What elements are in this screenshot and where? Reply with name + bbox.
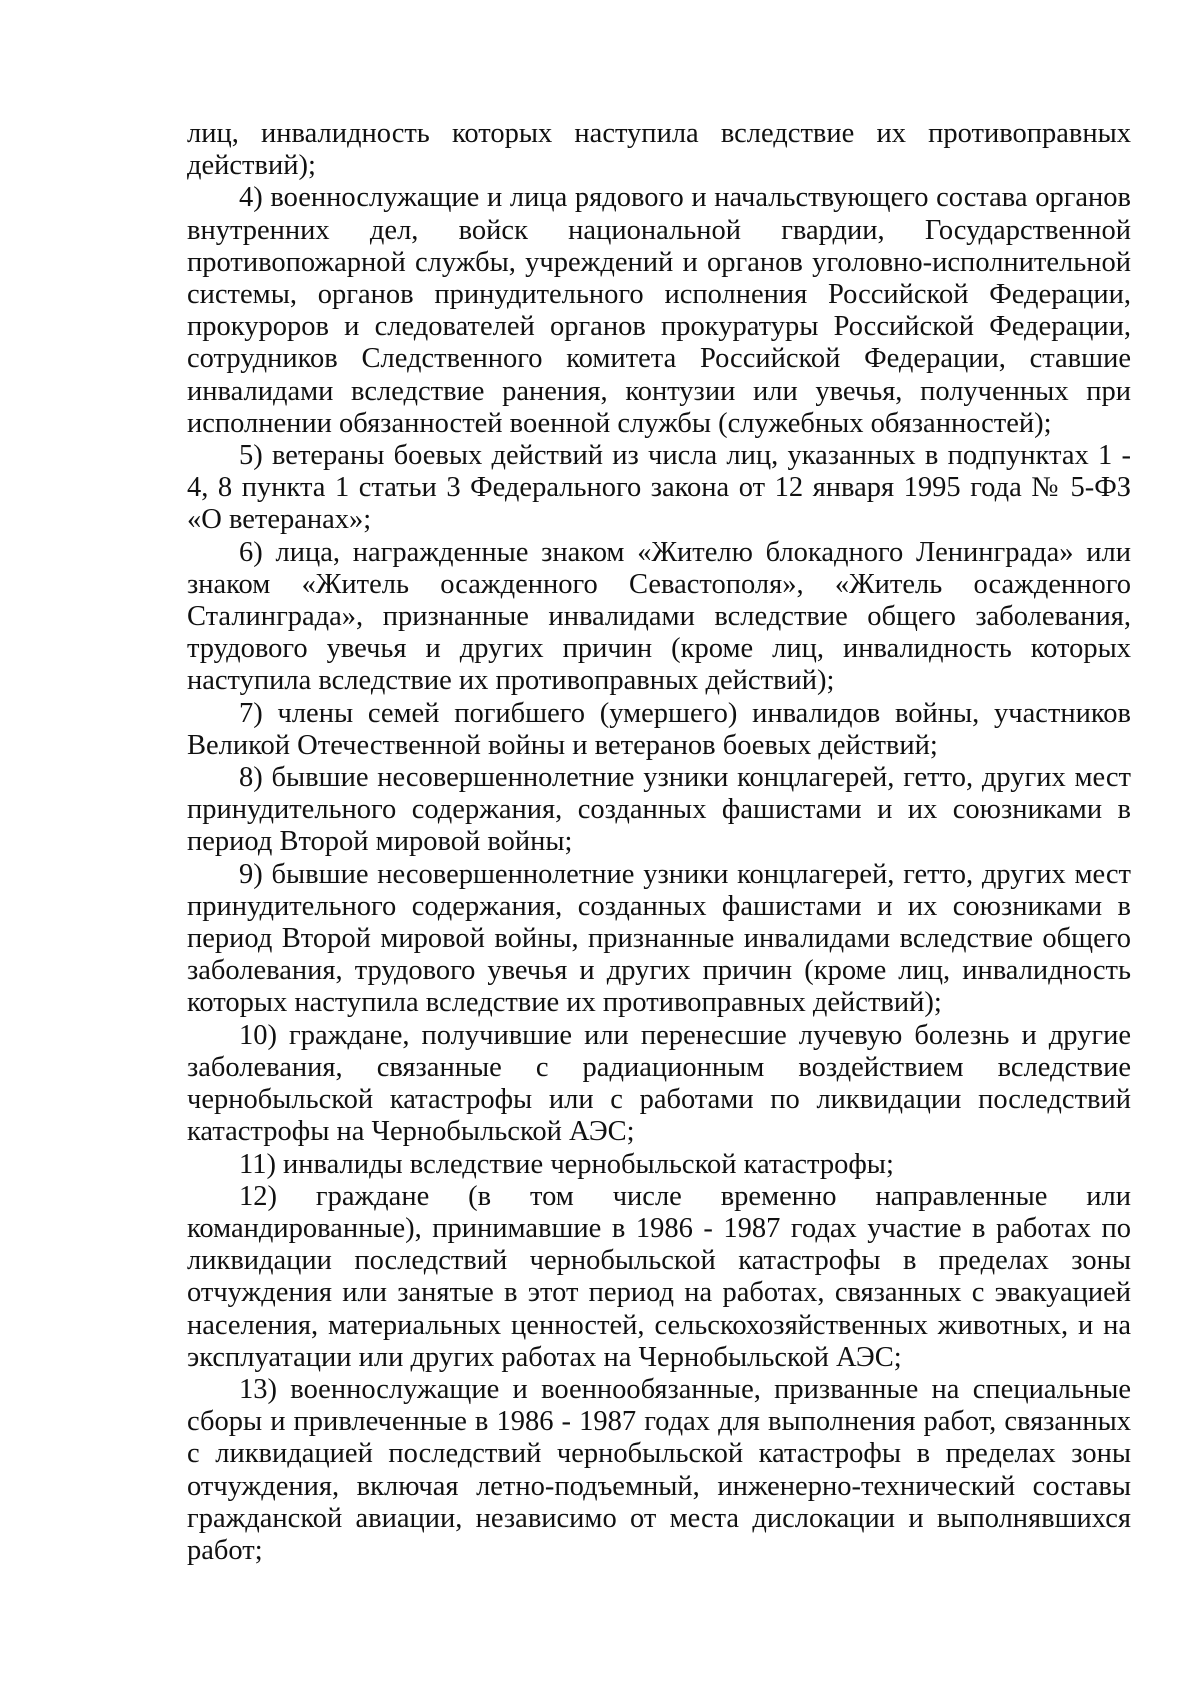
paragraph-item-11: 11) инвалиды вследствие чернобыльской катастрофы;: [239, 1148, 894, 1180]
paragraph-item-7: 7) члены семей погибшего (умершего) инвалидов войны, участников Великой Отечественной войны и ветеранов боевых действий;: [187, 697, 1131, 761]
paragraph-item-4: 4) военнослужащие и лица рядового и начальствующего состава органов внутренних дел, войск национальной гвардии, Государственной противопожарной службы, учреждений и органов уголовно-исполнительной системы, органов принудительного исполнения Российской Федерации, прокуроров и следователей органов прокуратуры Российской Федерации, сотрудников Следственного комитета Российской Федерации, ставшие инвалидами вследствие ранения, контузии или увечья, полученных при исполнении обязанностей военной службы (служебных обязанностей);: [187, 182, 1131, 439]
paragraph-item-8: 8) бывшие несовершеннолетние узники концлагерей, гетто, других мест принудительного содержания, созданных фашистами и их союзниками в период Второй мировой войны;: [187, 762, 1131, 858]
paragraph-item-6: 6) лица, награжденные знаком «Жителю блокадного Ленинграда» или знаком «Житель осажденного Севастополя», «Житель осажденного Сталинграда», признанные инвалидами вследствие общего заболевания, трудового увечья и других причин (кроме лиц, инвалидность которых наступила вследствие их противоправных действий);: [187, 536, 1131, 697]
paragraph-item-5: 5) ветераны боевых действий из числа лиц, указанных в подпунктах 1 - 4, 8 пункта 1 статьи 3 Федерального закона от 12 января 1995 года № 5-ФЗ «О ветеранах»;: [187, 440, 1131, 536]
paragraph-item-12: 12) граждане (в том числе временно направленные или командированные), принимавшие в 1986 - 1987 годах участие в работах по ликвидации последствий чернобыльской катастрофы в пределах зоны отчуждения или занятые в этот период на работах, связанных с эвакуацией населения, материальных ценностей, сельскохозяйственных животных, и на эксплуатации или других работах на Чернобыльской АЭС;: [187, 1180, 1131, 1373]
document-body: [187, 118, 1131, 1567]
paragraph-item-10: 10) граждане, получившие или перенесшие лучевую болезнь и другие заболевания, связанные с радиационным воздействием вследствие чернобыльской катастрофы или с работами по ликвидации последствий катастрофы на Чернобыльской АЭС;: [187, 1019, 1131, 1148]
paragraph-continuation: лиц, инвалидность которых наступила вследствие их противоправных действий);: [187, 118, 1131, 182]
paragraph-item-9: 9) бывшие несовершеннолетние узники концлагерей, гетто, других мест принудительного содержания, созданных фашистами и их союзниками в период Второй мировой войны, признанные инвалидами вследствие общего заболевания, трудового увечья и других причин (кроме лиц, инвалидность которых наступила вследствие их противоправных действий);: [187, 858, 1131, 1019]
paragraph-item-13: 13) военнослужащие и военнообязанные, призванные на специальные сборы и привлеченные в 1986 - 1987 годах для выполнения работ, связанных с ликвидацией последствий чернобыльской катастрофы в пределах зоны отчуждения, включая летно-подъемный, инженерно-технический составы гражданской авиации, независимо от места дислокации и выполнявшихся работ;: [187, 1373, 1131, 1566]
